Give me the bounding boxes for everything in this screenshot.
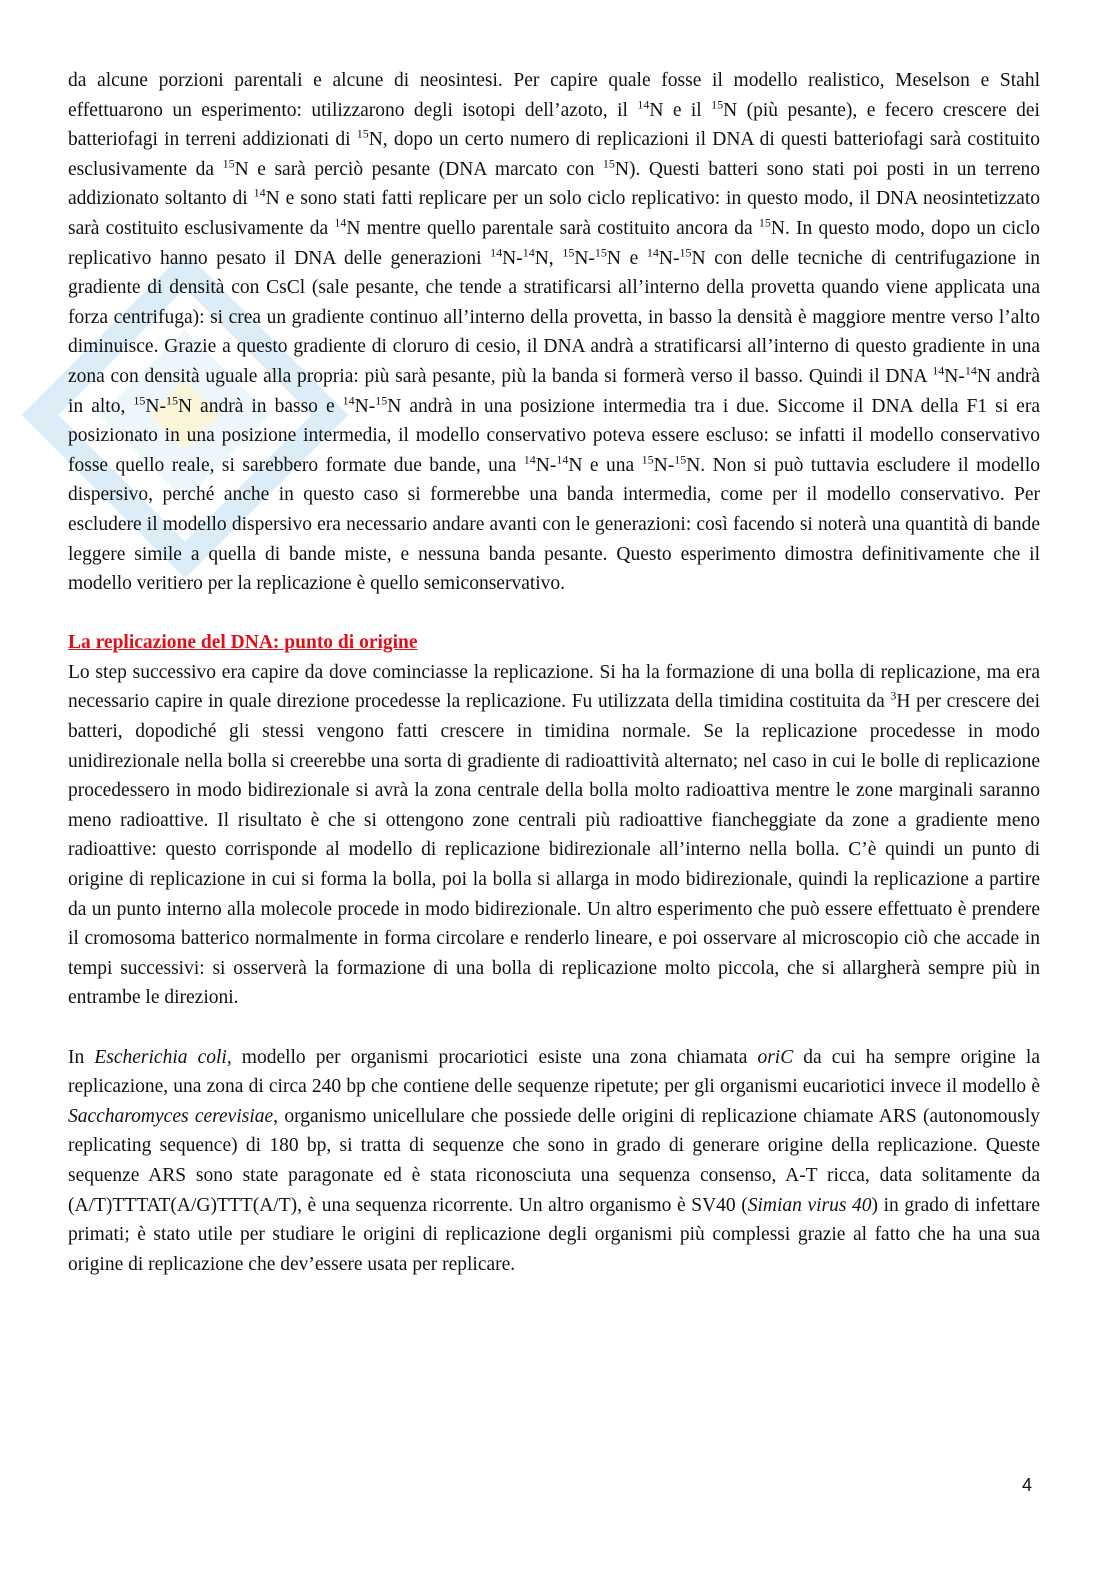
page-number: 4 <box>1022 1475 1033 1495</box>
page-content <box>68 66 1040 1279</box>
section-heading: La replicazione del DNA: punto di origine <box>68 632 418 654</box>
paragraph-replication-origin: Lo step successivo era capire da dove cominciasse la replicazione. Si ha la formazione di una bolla di replicazione, ma era necessario capire in quale direzione procedesse la replicazione. Fu utilizzata della timidina costituita da $^3$H per crescere dei batteri, dopodiché gli stessi vengono fatti crescere in timidina normale. Se la replicazione procedesse in modo unidirezionale nella bolla si creerebbe una sorta di gradiente di radioattività alternato; nel caso in cui le bolle di replicazione procedessero in modo bidirezionale si avrà la zona centrale della bolla molto radioattiva mentre le zone marginali saranno meno radioattive. Il risultato è che si ottengono zone centrali più radioattive fiancheggiate da zone a gradiente meno radioattive: questo corrisponde al modello di replicazione bidirezionale all’interno nella bolla. C’è quindi un punto di origine di replicazione in cui si forma la bolla, poi la bolla si allarga in modo bidirezionale, quindi la replicazione a partire da un punto interno alla molecole procede in modo bidirezionale. Un altro esperimento che può essere effettuato è prendere il cromosoma batterico normalmente in forma circolare e renderlo lineare, e poi osservare al microscopio ciò che accade in tempi successivi: si osserverà la formazione di una bolla di replicazione molto piccola, che si allargherà sempre più in entrambe le direzioni. <box>68 661 1040 1009</box>
paragraph-meselson-stahl: da alcune porzioni parentali e alcune di neosintesi. Per capire quale fosse il modello realistico, Meselson e Stahl effettuarono un esperimento: utilizzarono degli isotopi dell’azoto, il $^{14}$N e il $^{15}$N (più pesante), e fecero crescere dei batteriofagi in terreni addizionati di $^{15}$N, dopo un certo numero di replicazioni il DNA di questi batteriofagi sarà costituito esclusivamente da $^{15}$N e sarà perciò pesante (DNA marcato con $^{15}$N). Questi batteri sono stati poi posti in un terreno addizionato soltanto di $^{14}$N e sono stati fatti replicare per un solo ciclo replicativo: in questo modo, il DNA neosintetizzato sarà costituito esclusivamente da $^{14}$N mentre quello parentale sarà costituito ancora da $^{15}$N. In questo modo, dopo un ciclo replicativo hanno pesato il DNA delle generazioni $^{14}$N-$^{14}$N, $^{15}$N-$^{15}$N e $^{14}$N-$^{15}$N con delle tecniche di centrifugazione in gradiente di densità con CsCl (sale pesante, che tende a stratificarsi all’interno della provetta quando viene applicata una forza centrifuga): si crea un gradiente continuo all’interno della provetta, in basso la densità è maggiore mentre verso l’alto diminuisce. Grazie a questo gradiente di cloruro di cesio, il DNA andrà a stratificarsi all’interno di questo gradiente in una zona con densità uguale alla propria: più sarà pesante, più la banda si formerà verso il basso. Quindi il DNA $^{14}$N-$^{14}$N andrà in alto, $^{15}$N-$^{15}$N andrà in basso e $^{14}$N-$^{15}$N andrà in una posizione intermedia tra i due. Siccome il DNA della F1 si era posizionato in una posizione intermedia, il modello conservativo poteva essere escluso: se infatti il modello conservativo fosse quello reale, si sarebbero formate due bande, una $^{14}$N-$^{14}$N e una $^{15}$N-$^{15}$N. Non si può tuttavia escludere il modello dispersivo, perché anche in questo caso si formerebbe una banda intermedia, come per il modello conservativo. Per escludere il modello dispersivo era necessario andare avanti con le generazioni: così facendo si noterà una quantità di bande leggere simile a quella di bande miste, e nessuna banda pesante. Questo esperimento dimostra definitivamente che il modello veritiero per la replicazione è quello semiconservativo. <box>68 70 1041 595</box>
paragraph-origin-models: In Escherichia coli, modello per organismi procariotici esiste una zona chiamata oriC da cui ha sempre origine la replicazione, una zona di circa 240 bp che contiene delle sequenze ripetute; per gli organismi eucariotici invece il modello è Saccharomyces cerevisiae, organismo unicellulare che possiede delle origini di replicazione chiamate ARS (autonomously replicating sequence) di 180 bp, si tratta di sequenze che sono in grado di generare origine della replicazione. Queste sequenze ARS sono state paragonate ed è stata riconosciuta una sequenza consenso, A-T ricca, data solitamente da (A/T)TTTAT(A/G)TTT(A/T), è una sequenza ricorrente. Un altro organismo è SV40 (Simian virus 40) in grado di infettare primati; è stato utile per studiare le origini di replicazione degli organismi più complessi grazie al fatto che ha una sua origine di replicazione che dev’essere usata per replicare. <box>68 1046 1040 1275</box>
